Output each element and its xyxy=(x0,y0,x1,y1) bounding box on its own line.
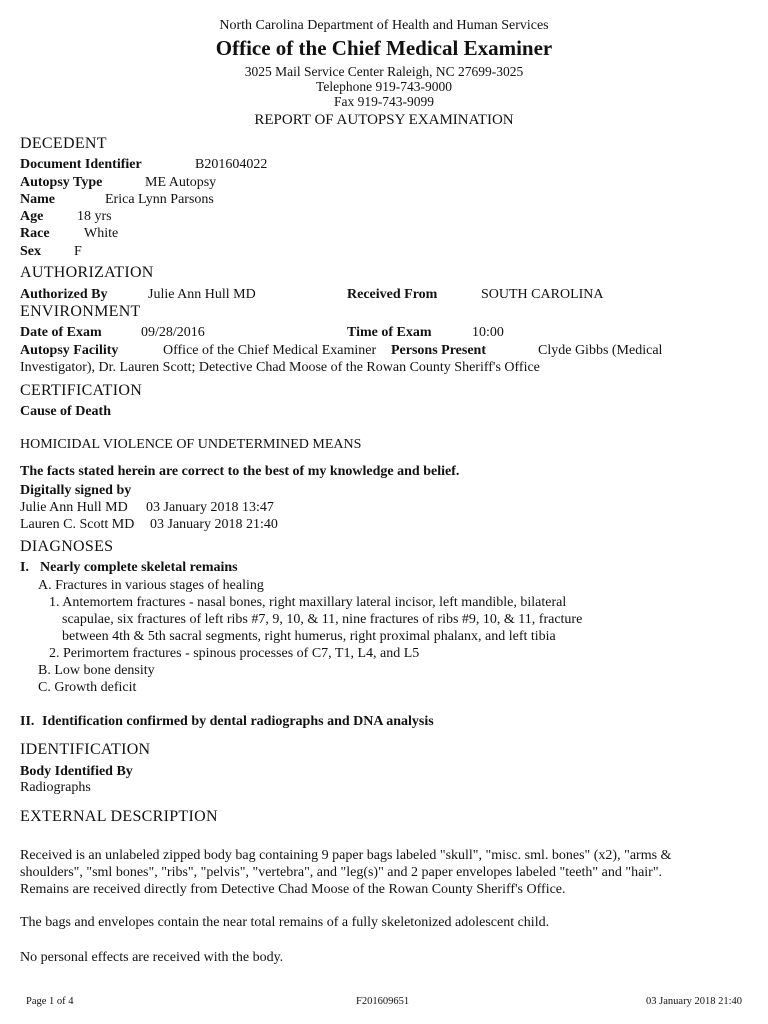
field-label-name: Name xyxy=(20,192,55,207)
field-value-age: 18 yrs xyxy=(77,209,112,224)
diagnosis-title: Identification confirmed by dental radiographs and DNA analysis xyxy=(42,714,434,729)
section-heading-external-description: EXTERNAL DESCRIPTION xyxy=(20,808,218,825)
section-heading-decedent: DECEDENT xyxy=(20,135,107,152)
field-value-time-of-exam: 10:00 xyxy=(472,325,504,340)
diagnosis-item: A. Fractures in various stages of healing xyxy=(38,578,264,593)
field-value-name: Erica Lynn Parsons xyxy=(105,192,214,207)
field-value-body-identified-by: Radiographs xyxy=(20,780,91,795)
office-address: 3025 Mail Service Center Raleigh, NC 27699-3025 xyxy=(244,64,524,79)
section-heading-environment: ENVIRONMENT xyxy=(20,303,141,320)
diagnosis-numeral: II. xyxy=(20,714,35,729)
signer-name: Lauren C. Scott MD xyxy=(20,517,135,532)
field-label-persons-present: Persons Present xyxy=(391,343,486,358)
field-label-document-identifier: Document Identifier xyxy=(20,157,142,172)
field-value-received-from: SOUTH CAROLINA xyxy=(481,287,604,302)
field-value-autopsy-type: ME Autopsy xyxy=(145,175,217,190)
field-label-age: Age xyxy=(20,209,44,224)
field-label-time-of-exam: Time of Exam xyxy=(347,325,432,340)
external-paragraph-line: shoulders", "sml bones", "ribs", "pelvis", "vertebra", and "leg(s)" and 2 paper envelopes labeled "teeth" and "hair". xyxy=(20,865,663,880)
field-label-race: Race xyxy=(20,226,50,241)
field-label-authorized-by: Authorized By xyxy=(20,287,108,302)
field-label-autopsy-type: Autopsy Type xyxy=(20,175,103,190)
section-heading-diagnoses: DIAGNOSES xyxy=(20,538,114,555)
footer-date: 03 January 2018 21:40 xyxy=(646,996,742,1007)
diagnosis-numeral: I. xyxy=(20,560,29,575)
field-label-cause-of-death: Cause of Death xyxy=(20,404,111,419)
signer-name: Julie Ann Hull MD xyxy=(20,500,128,515)
office-telephone: Telephone 919-743-9000 xyxy=(316,79,452,94)
field-label-sex: Sex xyxy=(20,244,41,259)
certification-statement: The facts stated herein are correct to the best of my knowledge and belief. xyxy=(20,464,460,479)
signer-date: 03 January 2018 21:40 xyxy=(150,517,278,532)
report-title: REPORT OF AUTOPSY EXAMINATION xyxy=(254,112,514,128)
field-label-body-identified-by: Body Identified By xyxy=(20,764,133,779)
diagnosis-title: Nearly complete skeletal remains xyxy=(40,560,238,575)
field-value-document-identifier: B201604022 xyxy=(195,157,268,172)
field-value-race: White xyxy=(84,226,119,241)
agency-name: North Carolina Department of Health and Human Services xyxy=(219,18,549,33)
field-value-persons-present: Clyde Gibbs (Medical xyxy=(538,343,663,358)
diagnosis-item: B. Low bone density xyxy=(38,663,155,678)
footer-document-id: F201609651 xyxy=(356,996,410,1007)
section-heading-identification: IDENTIFICATION xyxy=(20,741,151,758)
section-heading-authorization: AUTHORIZATION xyxy=(20,264,154,281)
field-value-sex: F xyxy=(74,244,82,259)
field-label-date-of-exam: Date of Exam xyxy=(20,325,102,340)
external-paragraph-line: Remains are received directly from Detective Chad Moose of the Rowan County Sheriff's Office. xyxy=(20,882,566,897)
external-paragraph: No personal effects are received with the body. xyxy=(20,950,284,965)
diagnosis-subitem-cont: between 4th & 5th sacral segments, right humerus, right proximal phalanx, and left tibia xyxy=(62,629,556,644)
external-paragraph: The bags and envelopes contain the near total remains of a fully skeletonized adolescent child. xyxy=(20,915,550,930)
field-label-autopsy-facility: Autopsy Facility xyxy=(20,343,119,358)
field-value-authorized-by: Julie Ann Hull MD xyxy=(148,287,256,302)
field-value-autopsy-facility: Office of the Chief Medical Examiner xyxy=(163,343,377,358)
diagnosis-subitem: 2. Perimortem fractures - spinous processes of C7, T1, L4, and L5 xyxy=(49,646,420,661)
section-heading-certification: CERTIFICATION xyxy=(20,382,143,399)
diagnosis-subitem: 1. Antemortem fractures - nasal bones, right maxillary lateral incisor, left mandible, bilateral xyxy=(49,595,567,610)
diagnosis-subitem-cont: scapulae, six fractures of left ribs #7, 9, 10, & 11, nine fractures of ribs #9, 10, & 11, fracture xyxy=(62,612,583,627)
office-fax: Fax 919-743-9099 xyxy=(333,94,435,109)
cause-of-death: HOMICIDAL VIOLENCE OF UNDETERMINED MEANS xyxy=(20,437,362,452)
field-label-received-from: Received From xyxy=(347,287,438,302)
office-title: Office of the Chief Medical Examiner xyxy=(215,36,553,60)
footer-page-number: Page 1 of 4 xyxy=(26,996,74,1007)
signer-date: 03 January 2018 13:47 xyxy=(146,500,274,515)
field-value-date-of-exam: 09/28/2016 xyxy=(141,325,205,340)
diagnosis-item: C. Growth deficit xyxy=(38,680,137,695)
field-value-persons-present-cont: Investigator), Dr. Lauren Scott; Detective Chad Moose of the Rowan County Sheriff's Office xyxy=(20,360,540,375)
external-paragraph-line: Received is an unlabeled zipped body bag containing 9 paper bags labeled "skull", "misc. sml. bones" (x2), "arms & xyxy=(20,848,672,863)
digitally-signed-label: Digitally signed by xyxy=(20,483,132,498)
